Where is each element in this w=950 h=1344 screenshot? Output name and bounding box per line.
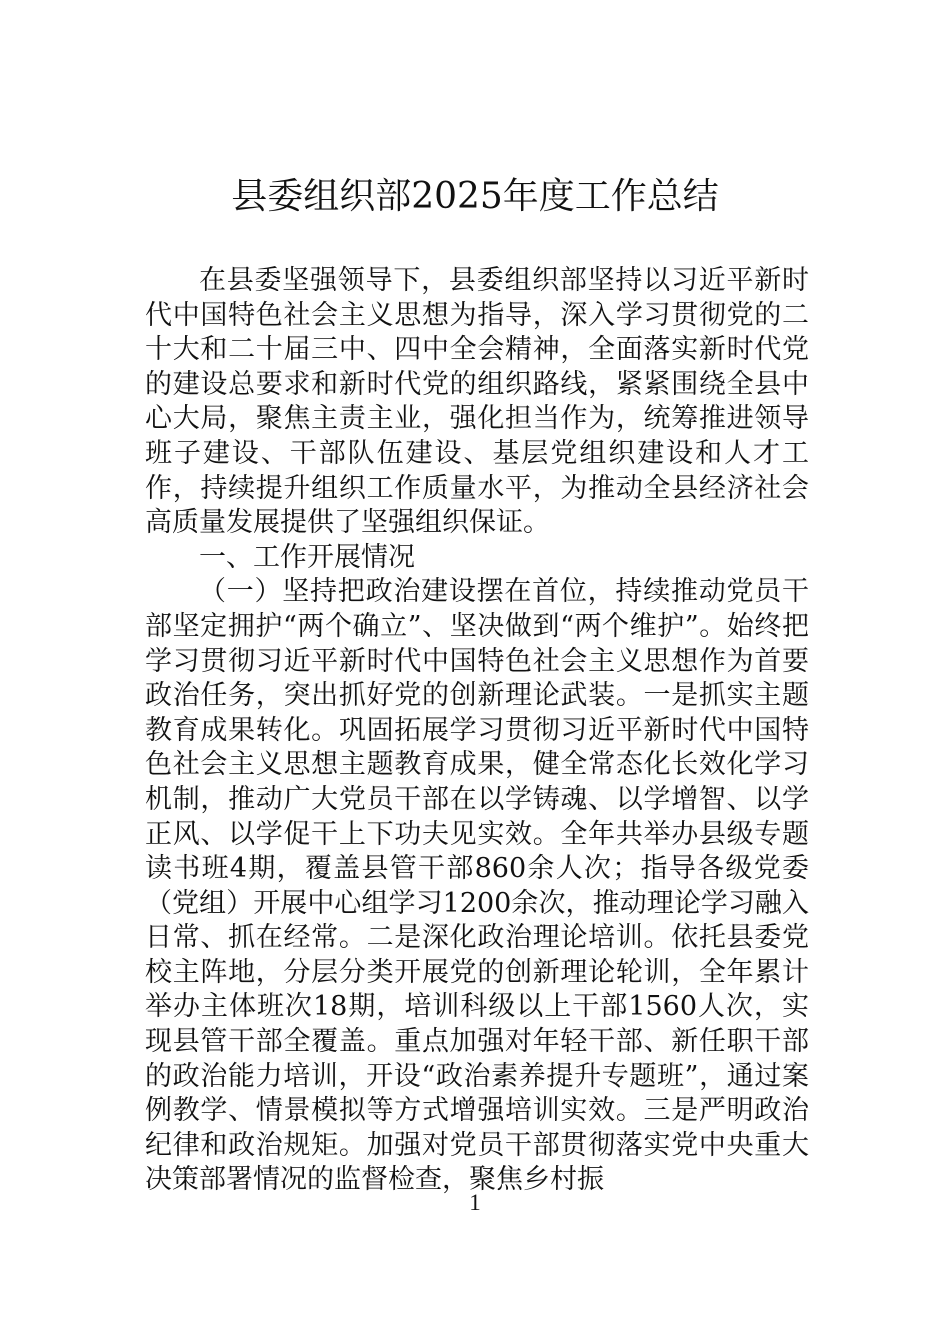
section-heading: 一、工作开展情况: [199, 541, 415, 573]
subsection-paragraph: （一）坚持把政治建设摆在首位，持续推动党员干部坚定拥护“两个确立”、坚决做到“两个维护”。始终把学习贯彻习近平新时代中国特色社会主义思想作为首要政治任务，突出抓好党的创新理论武装。一是抓实主题教育成果转化。巩固拓展学习贯彻习近平新时代中国特色社会主义思想主题教育成果，健全常态化长效化学习机制，推动广大党员干部在以学铸魂、以学增智、以学正风、以学促干上下功夫见实效。全年共举办县级专题读书班4期，覆盖县管干部860余人次；指导各级党委（党组）开展中心组学习1200余次，推动理论学习融入日常、抓在经常。二是深化政治理论培训。依托县委党校主阵地，分层分类开展党的创新理论轮训，全年累计举办主体班次18期，培训科级以上干部1560人次，实现县管干部全覆盖。重点加强对年轻干部、新任职干部的政治能力培训，开设“政治素养提升专题班”，通过案例教学、情景模拟等方式增强培训实效。三是严明政治纪律和政治规矩。加强对党员干部贯彻落实党中央重大决策部署情况的监督检查，聚焦乡村振: [145, 576, 809, 1196]
page-number: 1: [469, 1190, 481, 1215]
intro-paragraph: 在县委坚强领导下，县委组织部坚持以习近平新时代中国特色社会主义思想为指导，深入学习贯彻党的二十大和二十届三中、四中全会精神，全面落实新时代党的建设总要求和新时代党的组织路线，紧紧围绕全县中心大局，聚焦主责主业，强化担当作为，统筹推进领导班子建设、干部队伍建设、基层党组织建设和人才工作，持续提升组织工作质量水平，为推动全县经济社会高质量发展提供了坚强组织保证。: [145, 265, 809, 539]
document-body: [145, 264, 809, 1198]
document-title: 县委组织部2025年度工作总结: [231, 176, 719, 217]
